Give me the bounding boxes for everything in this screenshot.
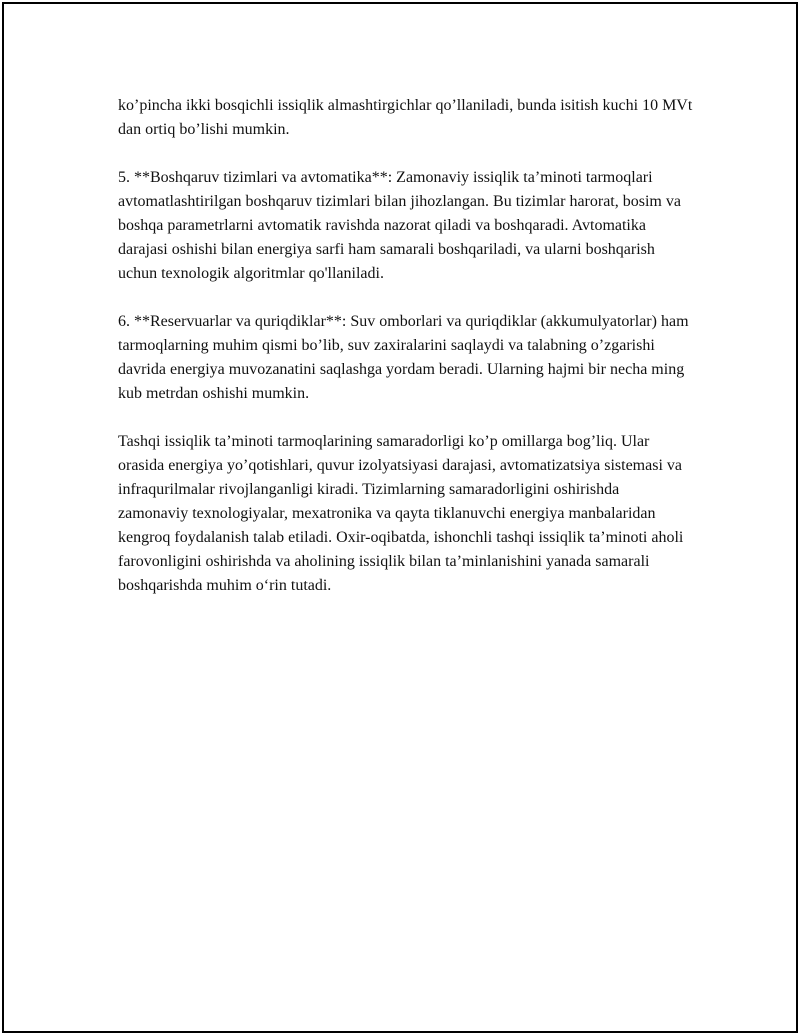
paragraph-continuation: ko’pincha ikki bosqichli issiqlik almashtirgichlar qo’llaniladi, bunda isitish kuchi 10 MVt dan ortiq bo’lishi mumkin. <box>118 97 693 138</box>
document-body <box>118 94 693 622</box>
paragraph-reservoirs: 6. **Reservuarlar va quriqdiklar**: Suv omborlari va quriqdiklar (akkumulyatorlar) ham tarmoqlarning muhim qismi bo’lib, suv zaxiralarini saqlaydi va talabning o’zgarishi davrida energiya muvozanatini saqlashga yordam beradi. Ularning hajmi bir necha ming kub metrdan oshishi mumkin. <box>118 313 689 402</box>
paragraph-control-systems: 5. **Boshqaruv tizimlari va avtomatika**: Zamonaviy issiqlik ta’minoti tarmoqlari avtomatlashtirilgan boshqaruv tizimlari bilan jihozlangan. Bu tizimlar harorat, bosim va boshqa parametrlarni avtomatik ravishda nazorat qiladi va boshqaradi. Avtomatika darajasi oshishi bilan energiya sarfi ham samarali boshqariladi, va ularni boshqarish uchun texnologik algoritmlar qo'llaniladi. <box>118 169 681 282</box>
paragraph-conclusion: Tashqi issiqlik ta’minoti tarmoqlarining samaradorligi ko’p omillarga bog’liq. Ular orasida energiya yo’qotishlari, quvur izolyatsiyasi darajasi, avtomatizatsiya sistemasi va infraqurilmalar rivojlanganligi kiradi. Tizimlarning samaradorligini oshirishda zamonaviy texnologiyalar, mexatronika va qayta tiklanuvchi energiya manbalaridan kengroq foydalanish talab etiladi. Oxir-oqibatda, ishonchli tashqi issiqlik ta’minoti aholi farovonligini oshirishda va aholining issiqlik bilan ta’minlanishini yanada samarali boshqarishda muhim o‘rin tutadi. <box>118 433 684 594</box>
